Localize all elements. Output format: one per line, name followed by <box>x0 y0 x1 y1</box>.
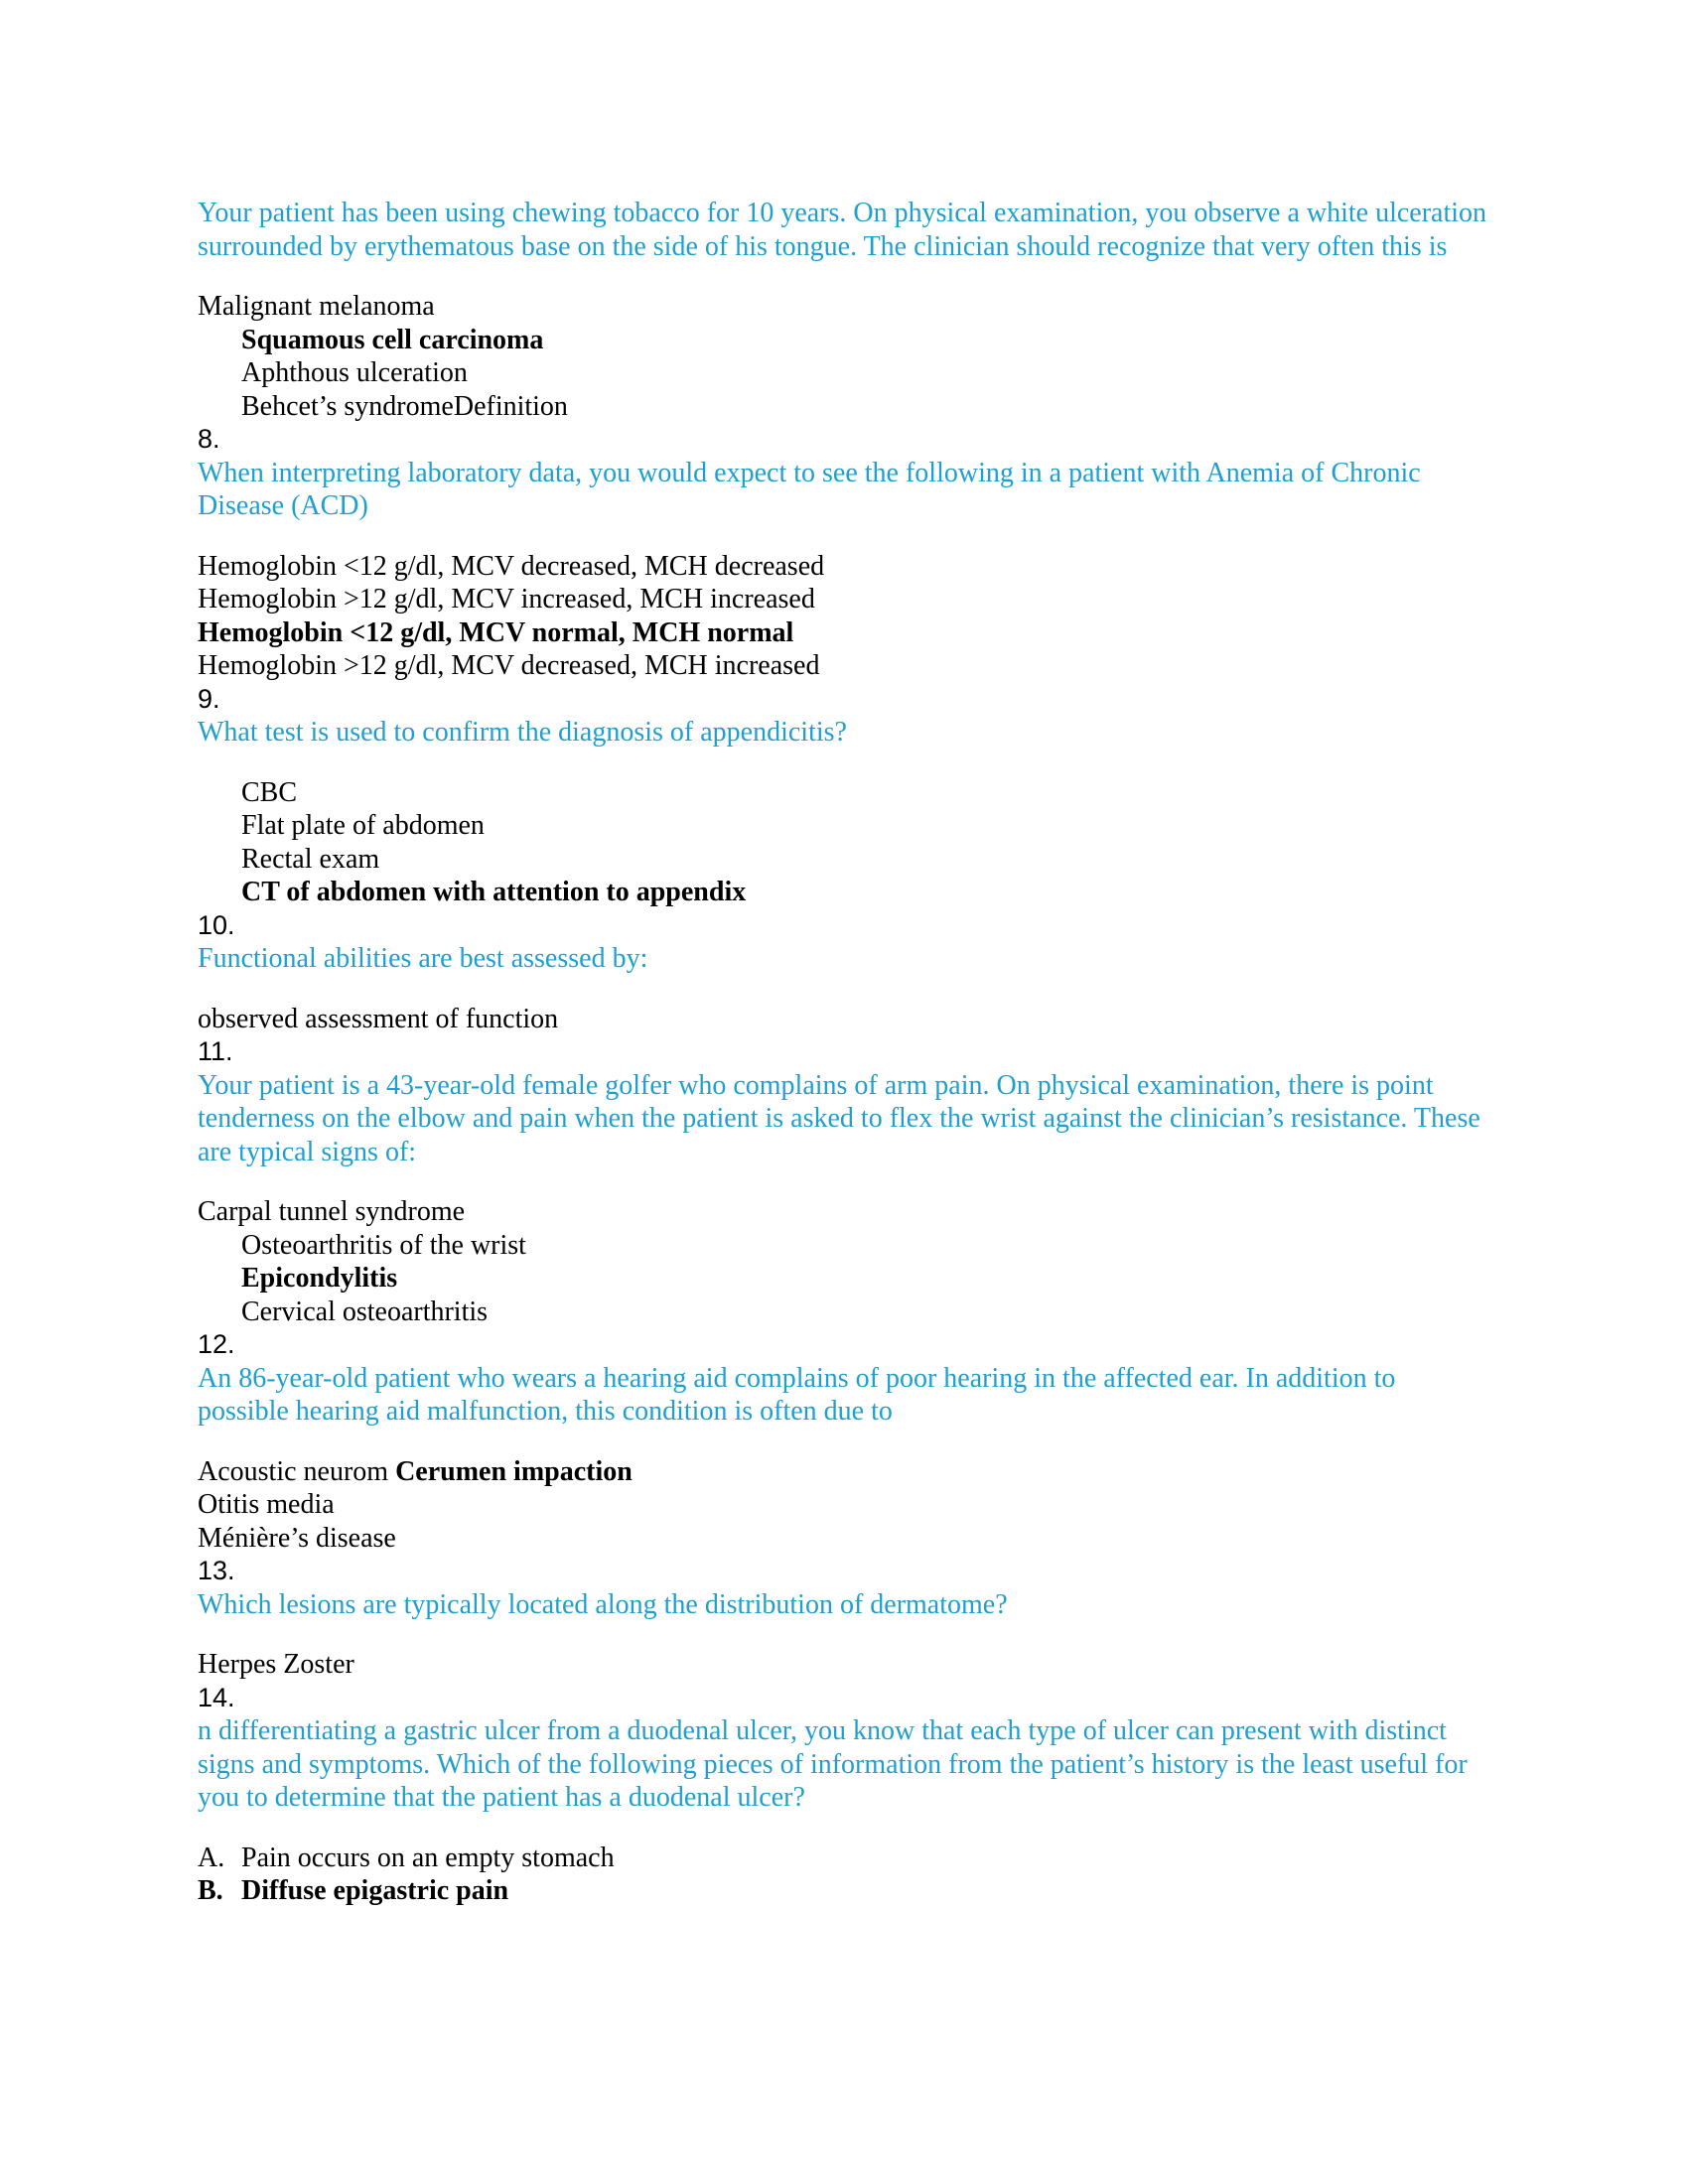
question-13-text: Which lesions are typically located along the distribution of dermatome? <box>198 1588 1008 1620</box>
option-8-b: Hemoglobin >12 g/dl, MCV increased, MCH increased <box>198 584 815 614</box>
option-7-d: Behcet’s syndromeDefinition <box>241 390 568 422</box>
question-11-number: 11. <box>198 1036 233 1066</box>
question-10-text: Functional abilities are best assessed by: <box>198 943 648 974</box>
question-7-text: Your patient has been using chewing tobacco for 10 years. On physical examination, you observe a white ulceration surrounded by erythematous base on the side of his tongue. The clinician should recognize that very often this is <box>198 198 1487 262</box>
document-page <box>198 197 1488 1908</box>
option-7-c: Aphthous ulceration <box>241 357 468 388</box>
question-10-number: 10. <box>198 909 235 940</box>
option-7-a: Malignant melanoma <box>198 291 435 322</box>
option-8-c-correct: Hemoglobin <12 g/dl, MCV normal, MCH normal <box>198 616 794 648</box>
option-7-b-correct: Squamous cell carcinoma <box>241 324 544 355</box>
option-11-d: Cervical osteoarthritis <box>241 1296 489 1327</box>
option-9-d-correct: CT of abdomen with attention to appendix <box>241 877 747 907</box>
option-9-a: CBC <box>241 776 298 808</box>
option-12-c: Otitis media <box>198 1489 335 1520</box>
question-9-text: What test is used to confirm the diagnosis of appendicitis? <box>198 717 847 748</box>
question-11-text: Your patient is a 43-year-old female golfer who complains of arm pain. On physical examination, there is point tenderness on the elbow and pain when the patient is asked to flex the wrist against the clinician’s resistance. These are typical signs of: <box>198 1069 1480 1167</box>
option-12-d: Ménière’s disease <box>198 1522 396 1554</box>
option-12-b-correct: Cerumen impaction <box>395 1455 633 1487</box>
question-14-text: n differentiating a gastric ulcer from a duodenal ulcer, you know that each type of ulcer can present with distinct signs and symptoms. Which of the following pieces of information from the patient’s history is the least useful for you to determine that the patient has a duodenal ulcer? <box>198 1715 1468 1813</box>
question-8-number: 8. <box>198 424 220 454</box>
option-14-b-text: Diffuse epigastric pain <box>241 1875 509 1906</box>
option-12-a: Acoustic neurom <box>198 1455 389 1487</box>
question-13-number: 13. <box>198 1556 235 1585</box>
option-8-a: Hemoglobin <12 g/dl, MCV decreased, MCH decreased <box>198 550 825 582</box>
option-14-b-letter: B. <box>198 1875 223 1906</box>
question-9-number: 9. <box>198 683 220 714</box>
option-13-answer: Herpes Zoster <box>198 1649 354 1680</box>
option-9-b: Flat plate of abdomen <box>241 810 485 841</box>
option-11-b: Osteoarthritis of the wrist <box>241 1229 526 1261</box>
question-12-number: 12. <box>198 1329 235 1359</box>
option-14-a-text: Pain occurs on an empty stomach <box>241 1842 615 1873</box>
question-12-text: An 86-year-old patient who wears a hearing aid complains of poor hearing in the affected ear. In addition to possible hearing aid malfunction, this condition is often due to <box>198 1362 1396 1427</box>
option-14-a <box>198 1842 1488 1875</box>
question-14-number: 14. <box>198 1682 235 1712</box>
option-12-row <box>198 1455 1488 1489</box>
option-8-d: Hemoglobin >12 g/dl, MCV decreased, MCH increased <box>198 650 820 681</box>
option-11-a: Carpal tunnel syndrome <box>198 1196 466 1227</box>
option-14-b-correct <box>198 1874 1488 1908</box>
option-11-c-correct: Epicondylitis <box>241 1263 398 1294</box>
question-8-text: When interpreting laboratory data, you would expect to see the following in a patient with Anemia of Chronic Disease (ACD) <box>198 457 1421 521</box>
option-14-a-letter: A. <box>198 1842 225 1873</box>
option-9-c: Rectal exam <box>241 843 380 875</box>
option-10-answer: observed assessment of function <box>198 1003 559 1034</box>
